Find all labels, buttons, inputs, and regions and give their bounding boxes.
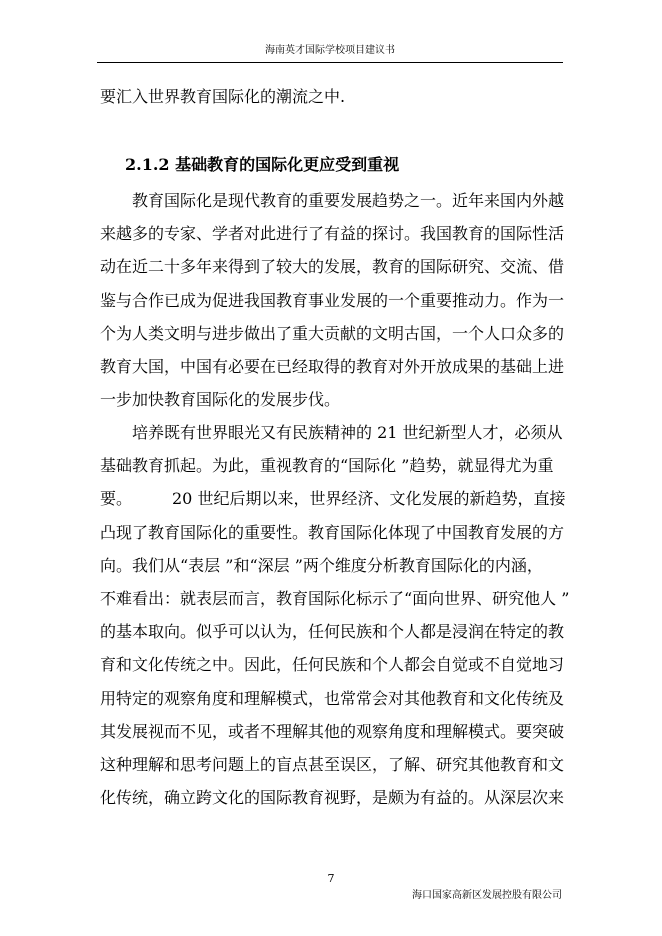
paragraph-2 (100, 416, 570, 814)
paragraph-line: 教育大国，中国有必要在已经取得的教育对外开放成果的基础上进 (100, 356, 565, 376)
paragraph-line: 化传统，确立跨文化的国际教育视野，是颇为有益的。从深层次来 (100, 788, 565, 808)
paragraph-line: 要。 20 世纪后期以来，世界经济、文化发展的新趋势，直接 (100, 489, 566, 509)
paragraph-line: 育和文化传统之中。因此，任何民族和个人都会自觉或不自觉地习 (100, 655, 565, 675)
section-heading: 2.1.2 基础教育的国际化更应受到重视 (125, 155, 400, 174)
paragraph-line: 动在近二十多年来得到了较大的发展，教育的国际研究、交流、借 (100, 257, 565, 277)
paragraph-line: 教育国际化是现代教育的重要发展趋势之一。近年来国内外越 (132, 191, 565, 210)
header-title: 海南英才国际学校项目建议书 (265, 45, 395, 56)
footer-company: 海口国家高新区发展控股有限公司 (412, 890, 562, 901)
page-number: 7 (327, 872, 335, 885)
paragraph-line: 不难看出：就表层而言，教育国际化标示了“面向世界、研究他人 ” (100, 588, 570, 608)
paragraph-line: 来越多的专家、学者对此进行了有益的探讨。我国教育的国际性活 (100, 224, 565, 244)
paragraph-line: 的基本取向。似乎可以认为，任何民族和个人都是浸润在特定的教 (100, 622, 565, 642)
paragraph-line: 向。我们从“表层 ”和“深层 ”两个维度分析教育国际化的内涵， (100, 555, 543, 575)
paragraph-line: 凸现了教育国际化的重要性。教育国际化体现了中国教育发展的方 (100, 522, 565, 542)
paragraph-line: 其发展视而不见，或者不理解其他的观察角度和理解模式。要突破 (100, 721, 565, 741)
paragraph-line: 个为人类文明与进步做出了重大贡献的文明古国，一个人口众多的 (100, 323, 565, 343)
paragraph-line: 培养既有世界眼光又有民族精神的 21 世纪新型人才，必须从 (132, 423, 563, 442)
paragraph-line: 一步加快教育国际化的发展步伐。 (100, 390, 341, 410)
page-footer (412, 886, 562, 901)
intro-line: 要汇入世界教育国际化的潮流之中. (100, 87, 346, 106)
paragraph-line: 这种理解和思考问题上的盲点甚至误区，了解、研究其他教育和文 (100, 754, 565, 774)
paragraph-line: 用特定的观察角度和理解模式，也常常会对其他教育和文化传统及 (100, 688, 565, 708)
page-header (97, 44, 563, 63)
paragraph-line: 基础教育抓起。为此，重视教育的“国际化 ”趋势，就显得尤为重 (100, 456, 554, 476)
paragraph-line: 鉴与合作已成为促进我国教育事业发展的一个重要推动力。作为一 (100, 290, 565, 310)
paragraph-1 (100, 184, 570, 416)
